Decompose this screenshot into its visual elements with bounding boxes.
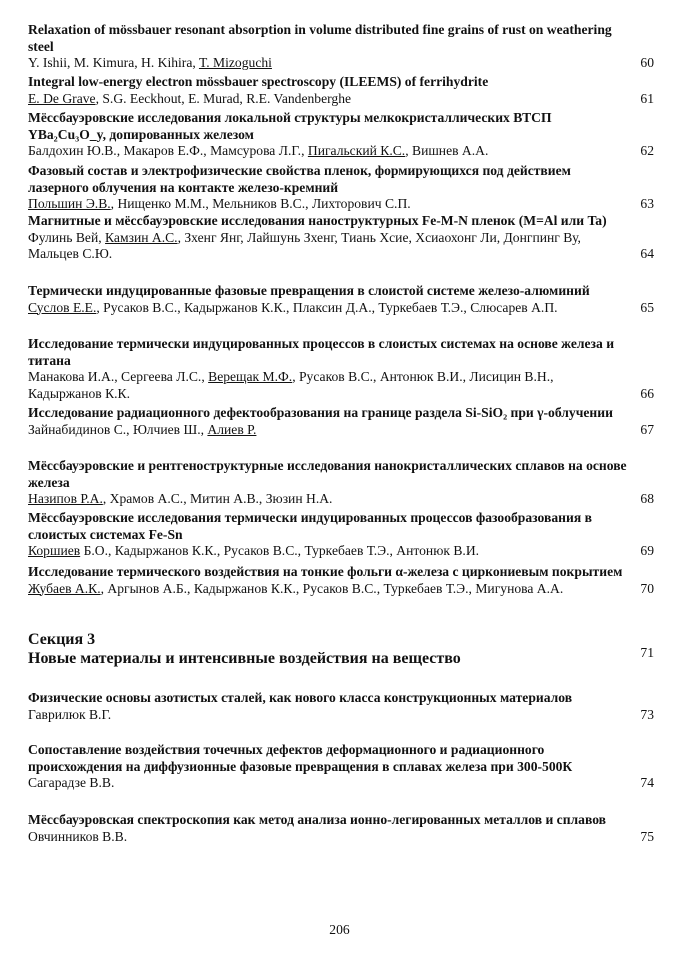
toc-entry-authors-row (28, 196, 654, 213)
toc-entry (28, 742, 654, 792)
toc-entry-title: Исследование термически индуцированных процессов в слоистых системах на основе железа и титана (28, 336, 615, 368)
toc-entry-page-number: 60 (640, 55, 654, 70)
toc-entry-page-number: 75 (640, 828, 654, 844)
toc-entry (28, 336, 654, 402)
toc-entry-authors-row (28, 90, 654, 108)
toc-entry-title: Relaxation of mössbauer resonant absorption in volume distributed fine grains of rust on weathering steel (28, 22, 612, 54)
author-text: Y. Ishii, M. Kimura, H. Kihira, (28, 55, 199, 70)
toc-entry-authors-row (28, 775, 654, 792)
toc-entry-page-number: 62 (640, 143, 654, 158)
presenting-author: Верещак М.Ф. (208, 369, 293, 384)
toc-entry-page-number: 73 (640, 706, 654, 722)
toc-entry (28, 213, 654, 263)
toc-entry-authors-row (28, 706, 654, 724)
presenting-author: Пигальский К.С. (307, 143, 406, 158)
toc-entry (28, 690, 654, 723)
section-page-number: 71 (640, 645, 654, 660)
toc-entry (28, 458, 654, 508)
toc-entry-authors-row (28, 55, 654, 72)
toc-entry-authors (28, 369, 588, 402)
toc-entry-authors (28, 196, 588, 213)
section-header (28, 630, 668, 668)
presenting-author: E. De Grave (28, 90, 96, 106)
toc-entry-title: Физические основы азотистых сталей, как нового класса конструкционных материалов (28, 690, 573, 705)
author-text: , Русаков В.С., Антонюк В.И., Лисицин В.Н., Кадыржанов К.К. (28, 369, 554, 401)
author-text: Овчинников В.В. (28, 828, 128, 844)
toc-entry-title: Мёссбауэровские и рентгеноструктурные исследования нанокристаллических сплавов на основе железа (28, 458, 627, 490)
section-label: Секция 3 (28, 631, 96, 648)
toc-entry-page-number: 74 (640, 775, 654, 790)
toc-entry (28, 510, 654, 560)
toc-entry-title: Фазовый состав и электрофизические свойства пленок, формирующихся под действием лазерного облучения на контакте железо-кремний (28, 163, 571, 195)
presenting-author: Коршиев (28, 543, 81, 558)
toc-entry-page-number: 69 (640, 543, 654, 558)
author-text: , Зхенг Янг, Лайшунь Зхенг, Тиань Хсие, Хсиаохонг Ли, Донгпинг Ву, Мальцев С.Ю. (28, 229, 581, 261)
toc-entry-authors (28, 55, 588, 72)
toc-entry-title: Термически индуцированные фазовые превращения в слоистой системе железо-алюминий (28, 283, 590, 298)
toc-entry-authors-row (28, 543, 654, 560)
toc-entry-page-number: 70 (640, 580, 654, 596)
toc-entry (28, 110, 654, 160)
author-text: Зайнабидинов С., Юлчиев Ш., (28, 421, 208, 437)
presenting-author: Камзин А.С. (105, 229, 178, 245)
page-footer-number: 206 (329, 922, 350, 937)
presenting-author: Назипов Р.А. (28, 491, 103, 506)
toc-entry-page-number: 63 (640, 196, 654, 211)
toc-entry (28, 564, 654, 597)
author-text: , S.G. Eeckhout, E. Murad, R.E. Vandenberghe (95, 90, 352, 106)
toc-entry (28, 22, 654, 72)
author-text: , Нищенко М.М., Мельников В.С., Лихторович С.П. (110, 196, 411, 211)
toc-entry-authors (28, 230, 588, 263)
toc-entry-authors (28, 491, 588, 508)
toc-entry-authors-row (28, 421, 654, 439)
toc-entry-title: Integral low-energy electron mössbauer spectroscopy (ILEEMS) of ferrihydrite (28, 74, 489, 89)
toc-entry-authors-row (28, 580, 654, 598)
toc-entry-authors (28, 300, 588, 317)
toc-entry-page-number: 65 (640, 299, 654, 315)
toc-entry-authors (28, 581, 588, 598)
toc-entry-authors-row (28, 369, 654, 402)
author-text: Сагарадзе В.В. (28, 775, 115, 790)
toc-entry (28, 812, 654, 845)
toc-entry (28, 405, 654, 438)
toc-entry-authors-row (28, 143, 654, 160)
toc-entry-authors (28, 707, 588, 724)
toc-entry-title: Сопоставление воздействия точечных дефектов деформационного и радиационного происхождения на диффузионные фазовые превращения в сплавах железа при 300-500К (28, 742, 573, 774)
presenting-author: Алиев Р. (207, 421, 257, 437)
presenting-author: Суслов Е.Е. (28, 299, 97, 315)
author-text: , Русаков В.С., Кадыржанов К.К., Плаксин Д.А., Туркебаев Т.Э., Слюсарев А.П. (96, 299, 558, 315)
presenting-author: Жубаев А.К. (28, 580, 101, 596)
toc-entry (28, 283, 654, 316)
toc-entry (28, 163, 654, 213)
toc-entry-page-number: 68 (640, 491, 654, 506)
author-text: Манакова И.А., Сергеева Л.С., (28, 369, 209, 384)
toc-entry (28, 74, 654, 107)
presenting-author: Польшин Э.В. (28, 196, 111, 211)
toc-entry-authors (28, 775, 588, 792)
toc-entry-title: Магнитные и мёссбауэровские исследования наноструктурных Fe-M-N пленок (M=Al или Ta) (28, 213, 607, 228)
toc-entry-authors (28, 422, 588, 439)
toc-entry-authors (28, 543, 588, 560)
toc-entry-authors-row (28, 828, 654, 846)
author-text: Балдохин Ю.В., Макаров Е.Ф., Мамсурова Л.Г., (28, 143, 308, 158)
toc-entry-authors-row (28, 299, 654, 317)
toc-entry-authors (28, 91, 588, 108)
toc-entry-page-number: 61 (640, 90, 654, 106)
presenting-author: T. Mizoguchi (198, 55, 272, 70)
toc-entry-page-number: 66 (640, 385, 654, 401)
author-text: Гаврилюк В.Г. (28, 706, 112, 722)
toc-entry-authors-row (28, 491, 654, 508)
author-text: Фулинь Вей, (28, 229, 106, 245)
author-text: , Вишнев А.А. (405, 143, 489, 158)
toc-entry-title: Мёссбауэровская спектроскопия как метод анализа ионно-легированных металлов и сплавов (28, 812, 607, 827)
toc-entry-title: Мёссбауэровские исследования локальной структуры мелкокристаллических ВТСП YBa₂Cu₃O_y, допированных железом (28, 110, 552, 142)
toc-entry-page-number: 67 (640, 421, 654, 437)
author-text: , Аргынов А.Б., Кадыржанов К.К., Русаков В.С., Туркебаев Т.Э., Мигунова А.А. (100, 580, 564, 596)
toc-entry-authors-row (28, 229, 654, 263)
author-text: Б.О., Кадыржанов К.К., Русаков В.С., Туркебаев Т.Э., Антонюк В.И. (80, 543, 480, 558)
toc-entry-title: Мёссбауэровские исследования термически индуцированных процессов фазообразования в слоистых системах Fe-Sn (28, 510, 592, 542)
toc-entry-authors (28, 829, 588, 846)
toc-entry-page-number: 64 (640, 246, 654, 261)
author-text: , Храмов А.С., Митин А.В., Зюзин Н.А. (102, 491, 333, 506)
toc-entry-title: Исследование термического воздействия на тонкие фольги α-железа с циркониевым покрытием (28, 564, 623, 579)
toc-entry-title: Исследование радиационного дефектообразования на границе раздела Si-SiO₂ при γ-облучении (28, 405, 613, 420)
section-title: Новые материалы и интенсивные воздействия на вещество (28, 650, 461, 667)
toc-entry-authors (28, 143, 588, 160)
